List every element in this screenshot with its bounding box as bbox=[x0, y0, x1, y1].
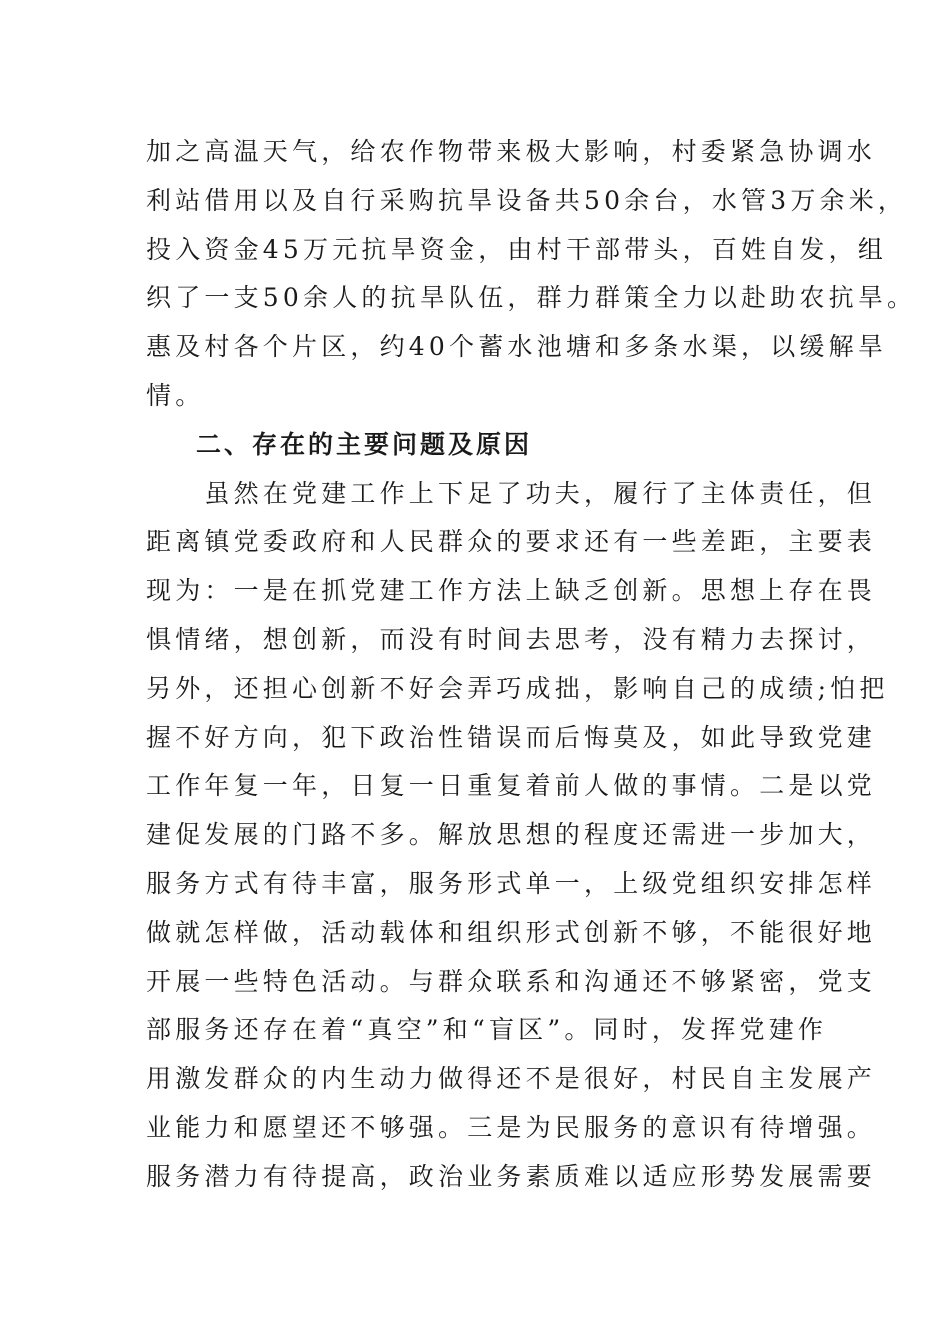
paragraph-line: 业能力和愿望还不够强。三是为民服务的意识有待增强。 bbox=[146, 1112, 877, 1142]
paragraph-line: 现为：一是在抓党建工作方法上缺乏创新。思想上存在畏 bbox=[146, 576, 877, 606]
paragraph-line: 利站借用以及自行采购抗旱设备共50余台，水管3万余米， bbox=[146, 185, 908, 215]
paragraph-line: 情。 bbox=[146, 380, 205, 410]
paragraph-line: 服务潜力有待提高，政治业务素质难以适应形势发展需要 bbox=[146, 1161, 877, 1191]
paragraph-line: 惠及村各个片区，约40个蓄水池塘和多条水渠，以缓解旱 bbox=[146, 332, 888, 362]
paragraph-line: 建促发展的门路不多。解放思想的程度还需进一步加大， bbox=[146, 820, 877, 850]
paragraph-line: 投入资金45万元抗旱资金，由村干部带头，百姓自发，组 bbox=[146, 234, 888, 264]
paragraph-line: 部服务还存在着“真空”和“盲区”。同时，发挥党建作 bbox=[146, 1015, 828, 1045]
paragraph-line: 加之高温天气，给农作物带来极大影响，村委紧急协调水 bbox=[146, 137, 877, 166]
paragraph-line: 织了一支50余人的抗旱队伍，群力群策全力以赴助农抗旱。 bbox=[146, 283, 917, 313]
section-heading: 二、存在的主要问题及原因 bbox=[196, 429, 533, 459]
paragraph-line: 服务方式有待丰富，服务形式单一，上级党组织安排怎样 bbox=[146, 868, 877, 898]
paragraph-line: 虽然在党建工作上下足了功夫，履行了主体责任，但 bbox=[146, 478, 877, 508]
paragraph-line: 工作年复一年，日复一日重复着前人做的事情。二是以党 bbox=[146, 771, 877, 801]
paragraph-line: 惧情绪，想创新，而没有时间去思考，没有精力去探讨， bbox=[146, 624, 877, 654]
paragraph-line: 开展一些特色活动。与群众联系和沟通还不够紧密，党支 bbox=[146, 966, 877, 996]
paragraph-line: 距离镇党委政府和人民群众的要求还有一些差距，主要表 bbox=[146, 527, 877, 557]
document-body bbox=[146, 128, 917, 1202]
paragraph-line: 另外，还担心创新不好会弄巧成拙，影响自己的成绩;怕把 bbox=[146, 673, 889, 703]
paragraph-line: 用激发群众的内生动力做得还不是很好，村民自主发展产 bbox=[146, 1064, 877, 1094]
paragraph-line: 做就怎样做，活动载体和组织形式创新不够，不能很好地 bbox=[146, 917, 877, 947]
paragraph-line: 握不好方向，犯下政治性错误而后悔莫及，如此导致党建 bbox=[146, 722, 877, 752]
